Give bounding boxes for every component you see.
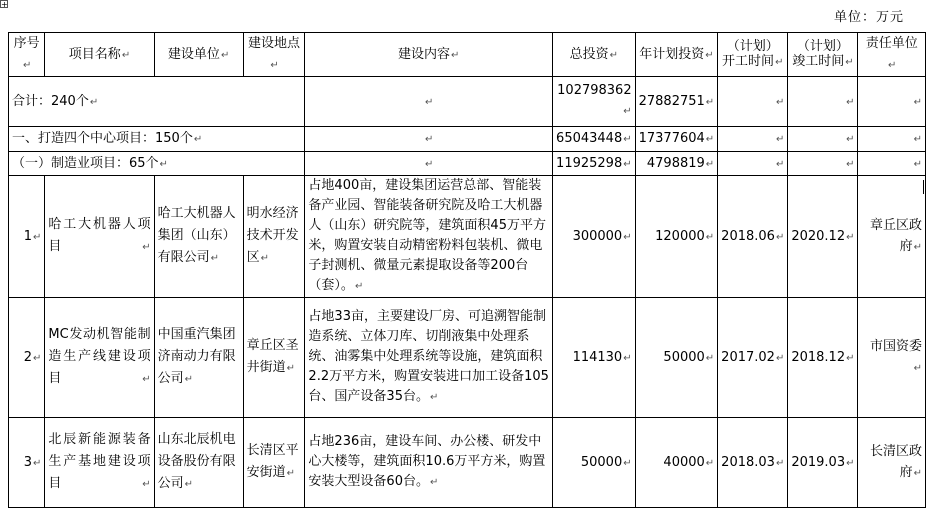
summary-row-total [9,77,926,127]
row-total: 50000↵ [553,418,636,508]
header-start: （计划）开工时间↵ [718,33,788,77]
summary-resp: ↵ [858,77,926,127]
header-no: 序号↵ [9,33,45,77]
row-resp: 市国资委↵ [858,298,926,418]
row-total: 114130↵ [553,298,636,418]
row-name: 北辰新能源装备生产基地建设项目↵ [45,418,154,508]
summary-finish: ↵ [788,77,858,127]
row-start: 2018.03↵ [718,418,788,508]
row-resp: 章丘区政府↵ [858,176,926,298]
row-name: MC发动机智能制造生产线建设项目↵ [45,298,154,418]
row-no: 3↵ [9,418,45,508]
summary-start: ↵ [718,127,788,152]
project-table [8,32,926,508]
row-location: 长清区平安街道↵ [243,418,305,508]
header-name: 项目名称↵ [45,33,154,77]
row-content: 占地236亩，建设车间、办公楼、研发中心大楼等，建筑面积10.6万平方米，购置安装大型设备60台。↵ [305,418,553,508]
header-location: 建设地点↵ [243,33,305,77]
row-location: 章丘区圣井街道↵ [243,298,305,418]
row-start: 2018.06↵ [718,176,788,298]
row-name: 哈工大机器人项目↵ [45,176,154,298]
row-location: 明水经济技术开发区↵ [243,176,305,298]
summary-row-manufacturing [9,152,926,176]
header-total: 总投资↵ [553,33,636,77]
header-unit: 建设单位↵ [154,33,243,77]
header-annual: 年计划投资↵ [635,33,718,77]
summary-content: ↵ [305,152,553,176]
summary-annual: 27882751↵ [635,77,718,127]
row-annual: 120000↵ [635,176,718,298]
summary-annual: 17377604↵ [635,127,718,152]
row-no: 2↵ [9,298,45,418]
text-cursor-marker [923,180,924,194]
summary-finish: ↵ [788,127,858,152]
row-content: 占地400亩，建设集团运营总部、智能装备产业园、智能装备研究院及哈工大机器人（山东）研究院等，建筑面积45万平方米，购置安装自动精密粉料包装机、微电子封测机、微量元素提取设备等200台（套）。↵ [305,176,553,298]
summary-content: ↵ [305,77,553,127]
summary-annual: 4798819↵ [635,152,718,176]
row-total: 300000↵ [553,176,636,298]
summary-total: 102798362↵ [553,77,636,127]
header-finish: （计划）竣工时间↵ [788,33,858,77]
table-row [9,176,926,298]
summary-label: （一）制造业项目：65个↵ [9,152,305,176]
row-content: 占地33亩，主要建设厂房、可追溯智能制造系统、立体刀库、切削液集中处理系统、油雾集中处理系统等设施，建筑面积2.2万平方米，购置安装进口加工设备105台、国产设备35台。↵ [305,298,553,418]
summary-start: ↵ [718,152,788,176]
summary-total: 11925298↵ [553,152,636,176]
row-finish: 2019.03↵ [788,418,858,508]
header-content: 建设内容↵ [305,33,553,77]
row-start: 2017.02↵ [718,298,788,418]
row-resp: 长清区政府↵ [858,418,926,508]
summary-label: 一、打造四个中心项目：150个↵ [9,127,305,152]
table-anchor-icon[interactable]: + [1,0,8,9]
summary-resp: ↵ [858,152,926,176]
row-unit: 山东北辰机电设备股份有限公司↵ [154,418,243,508]
row-unit: 中国重汽集团济南动力有限公司↵ [154,298,243,418]
summary-finish: ↵ [788,152,858,176]
summary-content: ↵ [305,127,553,152]
row-finish: 2018.12↵ [788,298,858,418]
row-finish: 2020.12↵ [788,176,858,298]
summary-total: 65043448↵ [553,127,636,152]
table-row [9,418,926,508]
summary-row-centers [9,127,926,152]
row-annual: 50000↵ [635,298,718,418]
row-annual: 40000↵ [635,418,718,508]
header-resp: 责任单位↵ [858,33,926,77]
unit-label: 单位：万元 [833,10,904,25]
row-no: 1↵ [9,176,45,298]
table-row [9,298,926,418]
header-row [9,33,926,77]
summary-resp: ↵ [858,127,926,152]
summary-label: 合计：240个↵ [9,77,305,127]
summary-start: ↵ [718,77,788,127]
row-unit: 哈工大机器人集团（山东）有限公司↵ [154,176,243,298]
